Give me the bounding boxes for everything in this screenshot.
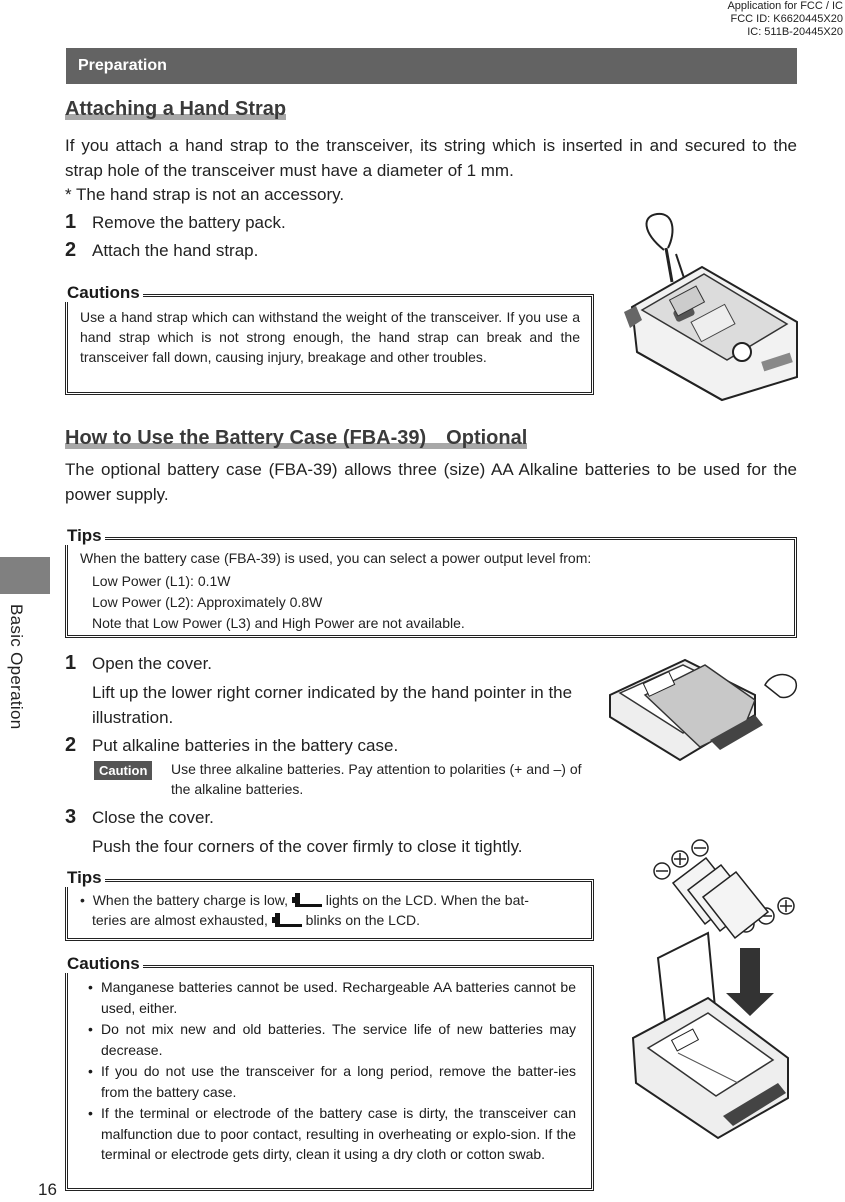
strap-step-1: 1 Remove the battery pack. bbox=[65, 211, 286, 233]
battery-step-1-detail: Lift up the lower right corner indicated by the hand pointer in the illustration. bbox=[92, 683, 573, 727]
battery-cautions-list bbox=[86, 977, 576, 1165]
tips-battery-box bbox=[65, 879, 594, 941]
caution-item-3: • If you do not use the transceiver for a long period, remove the batter-ies from the battery case. bbox=[86, 1061, 576, 1102]
chapter-side-label: Basic Operation bbox=[7, 604, 26, 730]
battery-cautions-box bbox=[65, 965, 594, 1191]
caution-item-2: • Do not mix new and old batteries. The service life of new batteries may decrease. bbox=[86, 1019, 576, 1060]
strap-intro: If you attach a hand strap to the transceiver, its string which is inserted in and secured to the strap hole of the transceiver must have a diameter of 1 mm. bbox=[65, 136, 797, 180]
transceiver-strap-illustration bbox=[612, 212, 800, 402]
tips-power-line-3: Low Power (L2): Approximately 0.8W bbox=[92, 594, 323, 610]
strap-cautions-title: Cautions bbox=[64, 284, 143, 302]
tips-power-line-1: When the battery case (FBA-39) is used, you can select a power output level from: bbox=[80, 550, 592, 566]
tips-battery-title: Tips bbox=[64, 869, 105, 887]
battery-low-icon bbox=[292, 892, 322, 906]
battery-step-3: 3 Close the cover. bbox=[65, 806, 214, 828]
battery-step-1: 1 Open the cover. bbox=[65, 652, 213, 674]
chapter-tab bbox=[0, 557, 50, 594]
battery-step-3-detail: Push the four corners of the cover firmly to close it tightly. bbox=[92, 837, 523, 856]
strap-note: * The hand strap is not an accessory. bbox=[65, 185, 345, 204]
strap-cautions-box bbox=[65, 294, 594, 395]
battery-step-2: 2 Put alkaline batteries in the battery case. bbox=[65, 734, 399, 756]
fcc-line-1: Application for FCC / IC bbox=[727, 0, 843, 12]
caution-tag: Caution bbox=[94, 761, 152, 780]
battery-empty-icon bbox=[272, 912, 302, 926]
fcc-line-2: FCC ID: K6620445X20 bbox=[730, 13, 843, 25]
fcc-header bbox=[727, 0, 843, 39]
page-number: 16 bbox=[38, 1180, 57, 1199]
caution-item-4: • If the terminal or electrode of the battery case is dirty, the transceiver can malfunction due to poor contact, resulting in overheating or explo-sion. If the terminal or electrode gets dirty, clean it using a dry cloth or cotton swab. bbox=[86, 1103, 576, 1165]
tips-battery-text: • When the battery charge is low, lights on the LCD. When the bat- teries are almost exhausted, blinks on the LCD. bbox=[80, 892, 529, 928]
battery-cautions-title: Cautions bbox=[64, 955, 143, 973]
heading-hand-strap: Attaching a Hand Strap bbox=[65, 98, 287, 120]
battery-intro: The optional battery case (FBA-39) allows three (size) AA Alkaline batteries to be used for the power supply. bbox=[65, 460, 797, 504]
strap-step-2: 2 Attach the hand strap. bbox=[65, 239, 259, 261]
battery-insertion-illustration bbox=[628, 838, 800, 1200]
caution-item-1: • Manganese batteries cannot be used. Rechargeable AA batteries cannot be used, either. bbox=[86, 977, 576, 1018]
strap-cautions-text: Use a hand strap which can withstand the weight of the transceiver. If you use a hand strap which is not strong enough, the hand strap can break and the transceiver fall down, causing injury, breakage and other troubles. bbox=[80, 309, 580, 365]
fcc-line-3: IC: 511B-20445X20 bbox=[747, 26, 843, 38]
tips-power-line-2: Low Power (L1): 0.1W bbox=[92, 573, 231, 589]
tips-power-line-4: Note that Low Power (L3) and High Power are not available. bbox=[92, 615, 465, 631]
caution-polarity-text: Use three alkaline batteries. Pay attention to polarities (+ and –) of the alkaline batteries. bbox=[171, 761, 582, 797]
section-title-bar: Preparation bbox=[66, 48, 797, 84]
battery-case-open-illustration bbox=[605, 655, 803, 765]
heading-battery-case: How to Use the Battery Case (FBA-39) Optional bbox=[65, 427, 528, 449]
tips-power-title: Tips bbox=[64, 527, 105, 545]
tips-power-box bbox=[65, 537, 797, 638]
